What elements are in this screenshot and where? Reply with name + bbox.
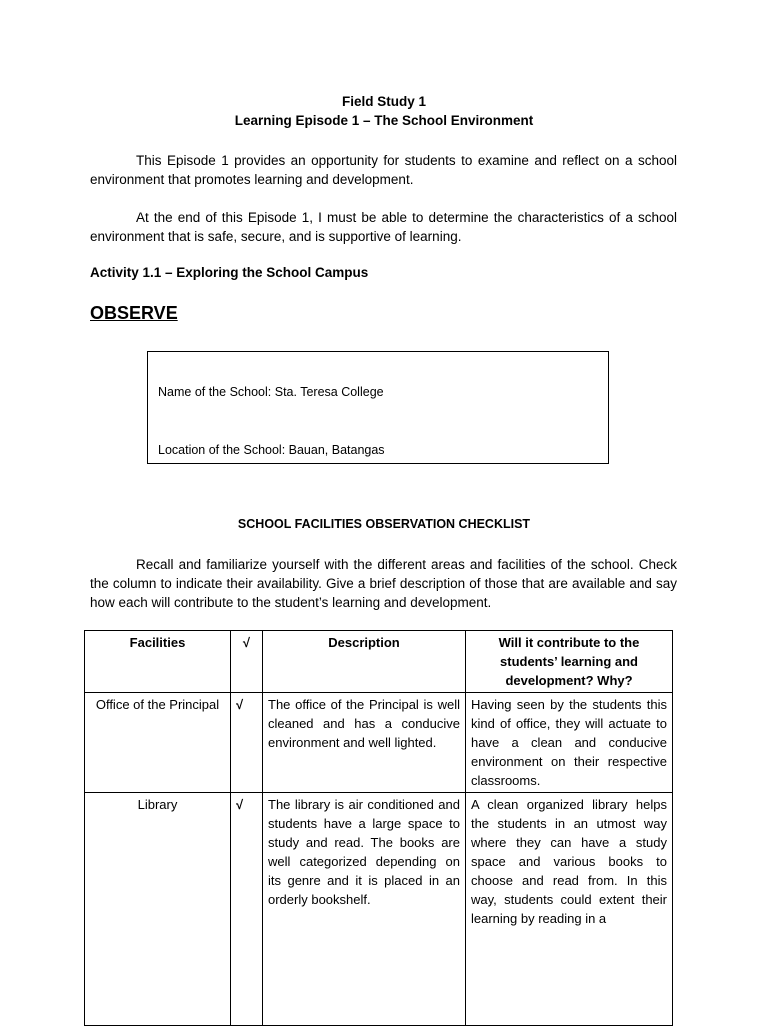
document-title: Field Study 1 (341, 94, 426, 109)
facility-description: The library is air conditioned and students have a large space to study and read. The books are well categorized depending on its genre and it is placed in an orderly bookshelf. (263, 793, 466, 1026)
facilities-table (84, 630, 673, 1026)
facility-name: Library (85, 793, 231, 1026)
table-header-row (85, 631, 673, 693)
facility-contribution (466, 793, 673, 1026)
observe-heading: OBSERVE (90, 303, 178, 323)
school-location: Location of the School: Bauan, Batangas (158, 443, 385, 457)
table-row (85, 693, 673, 793)
column-header-description: Description (263, 631, 466, 693)
intro-paragraph-2: At the end of this Episode 1, I must be able to determine the characteristics of a school environment that is safe, secure, and is supportive of learning. (90, 210, 677, 244)
table-row (85, 793, 673, 1026)
intro-paragraph-1: This Episode 1 provides an opportunity for students to examine and reflect on a school environment that promotes learning and development. (90, 153, 677, 187)
checklist-title: SCHOOL FACILITIES OBSERVATION CHECKLIST (237, 517, 531, 531)
column-header-check: √ (231, 631, 263, 693)
facility-contribution-text: A clean organized library helps the students in an utmost way where they can have a study space and various books to choose and read from. In this way, students could extent their learning by reading in a (471, 797, 667, 926)
availability-check: √ (231, 693, 263, 793)
facility-name: Office of the Principal (85, 693, 231, 793)
availability-check: √ (231, 793, 263, 1026)
facility-description: The office of the Principal is well cleaned and has a conducive environment and well lighted. (263, 693, 466, 793)
school-info-box (147, 351, 609, 464)
facility-contribution: Having seen by the students this kind of office, they will actuate to have a clean and conducive environment on their respective classrooms. (466, 693, 673, 793)
document-subtitle: Learning Episode 1 – The School Environment (234, 113, 534, 128)
activity-heading: Activity 1.1 – Exploring the School Campus (90, 265, 369, 280)
column-header-contribution: Will it contribute to the students’ learning and development? Why? (466, 631, 673, 693)
checklist-instructions: Recall and familiarize yourself with the different areas and facilities of the school. Check the column to indicate their availability. Give a brief description of those that are available and say how each will contribute to the student’s learning and development. (90, 557, 677, 610)
column-header-facilities: Facilities (85, 631, 231, 693)
school-name: Name of the School: Sta. Teresa College (158, 385, 384, 399)
